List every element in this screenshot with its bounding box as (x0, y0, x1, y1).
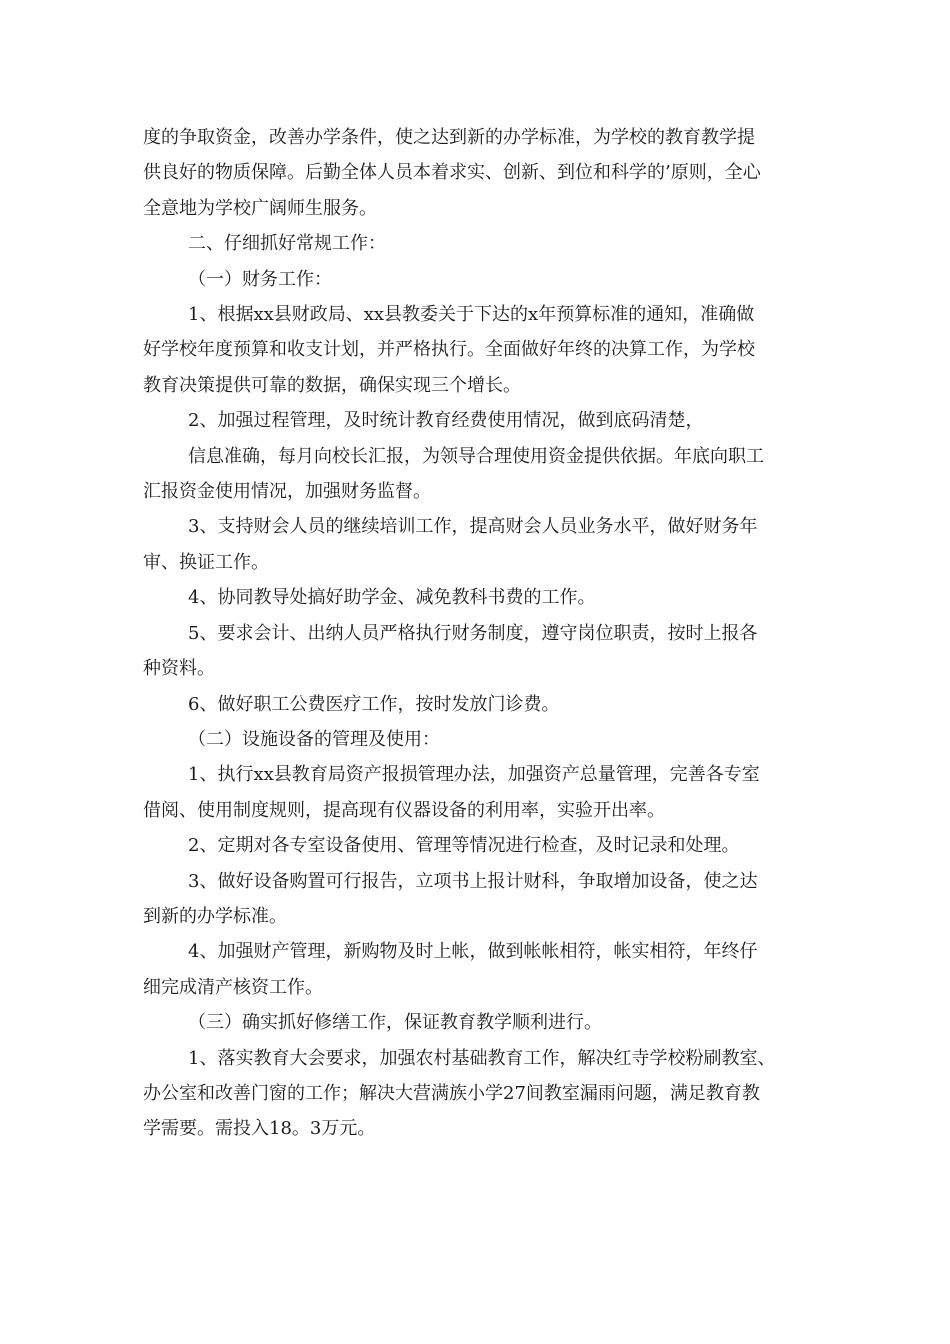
text-line: （一）财务工作： (188, 268, 332, 290)
text-line: 学需要。需投入18。3万元。 (143, 1118, 376, 1140)
paragraph-item (143, 297, 807, 403)
text-line: 2、加强过程管理，及时统计教育经费使用情况，做到底码清楚， (188, 410, 704, 432)
text-line: 3、支持财会人员的继续培训工作，提高财会人员业务水平，做好财务年 (188, 516, 758, 538)
paragraph-continuation (143, 120, 807, 226)
paragraph-item (143, 687, 807, 722)
text-line: 细完成清产核资工作。 (143, 976, 323, 998)
text-line: 3、做好设备购置可行报告，立项书上报计财科，争取增加设备，使之达 (188, 870, 758, 892)
text-line: 信息准确，每月向校长汇报，为领导合理使用资金提供依据。年底向职工 (188, 445, 764, 467)
text-line: （二）设施设备的管理及使用： (188, 728, 440, 750)
text-line: 审、换证工作。 (143, 551, 269, 573)
text-line: 4、协同教导处搞好助学金、减免教科书费的工作。 (188, 587, 596, 609)
paragraph-item (143, 934, 807, 1005)
paragraph-item (143, 864, 807, 935)
text-line: 2、定期对各专室设备使用、管理等情况进行检查，及时记录和处理。 (188, 835, 740, 857)
paragraph-item (143, 616, 807, 687)
paragraph-item (143, 828, 807, 863)
text-line: 1、执行xx县教育局资产报损管理办法，加强资产总量管理，完善各专室 (188, 764, 760, 786)
document-body (143, 120, 807, 1147)
text-line: 到新的办学标准。 (143, 905, 287, 927)
text-line: 全意地为学校广阔师生服务。 (143, 197, 377, 219)
text-line: 汇报资金使用情况，加强财务监督。 (143, 481, 431, 503)
text-line: 借阅、使用制度规则，提高现有仪器设备的利用率，实验开出率。 (143, 799, 665, 821)
text-line: 6、做好职工公费医疗工作，按时发放门诊费。 (188, 693, 560, 715)
paragraph-subheading (143, 262, 807, 297)
text-line: 二、仔细抓好常规工作： (188, 233, 386, 255)
text-line: 办公室和改善门窗的工作；解决大营满族小学27间教室漏雨问题，满足教育教 (143, 1082, 760, 1104)
text-line: 种资料。 (143, 658, 215, 680)
text-line: 度的争取资金，改善办学条件，使之达到新的办学标准，为学校的教育教学提 (143, 127, 755, 148)
paragraph-heading (143, 226, 807, 261)
paragraph-item (143, 439, 807, 510)
paragraph-item (143, 757, 807, 828)
text-line: 教育决策提供可靠的数据，确保实现三个增长。 (143, 374, 521, 396)
text-line: （三）确实抓好修缮工作，保证教育教学顺利进行。 (188, 1012, 602, 1034)
text-line: 供良好的物质保障。后勤全体人员本着求实、创新、到位和科学的’原则，全心 (143, 162, 761, 184)
text-line: 4、加强财产管理，新购物及时上帐，做到帐帐相符，帐实相符，年终仔 (188, 941, 758, 963)
paragraph-item (143, 1041, 807, 1147)
text-line: 5、要求会计、出纳人员严格执行财务制度，遵守岗位职责，按时上报各 (188, 622, 758, 644)
paragraph-item (143, 403, 807, 438)
text-line: 1、根据xx县财政局、xx县教委关于下达的x年预算标准的通知，准确做 (188, 304, 755, 326)
paragraph-item (143, 580, 807, 615)
paragraph-subheading (143, 722, 807, 757)
text-line: 好学校年度预算和收支计划，并严格执行。全面做好年终的决算工作，为学校 (143, 339, 755, 361)
text-line: 1、落实教育大会要求，加强农村基础教育工作，解决红寺学校粉刷教室、 (188, 1047, 776, 1069)
paragraph-subheading (143, 1005, 807, 1040)
paragraph-item (143, 509, 807, 580)
